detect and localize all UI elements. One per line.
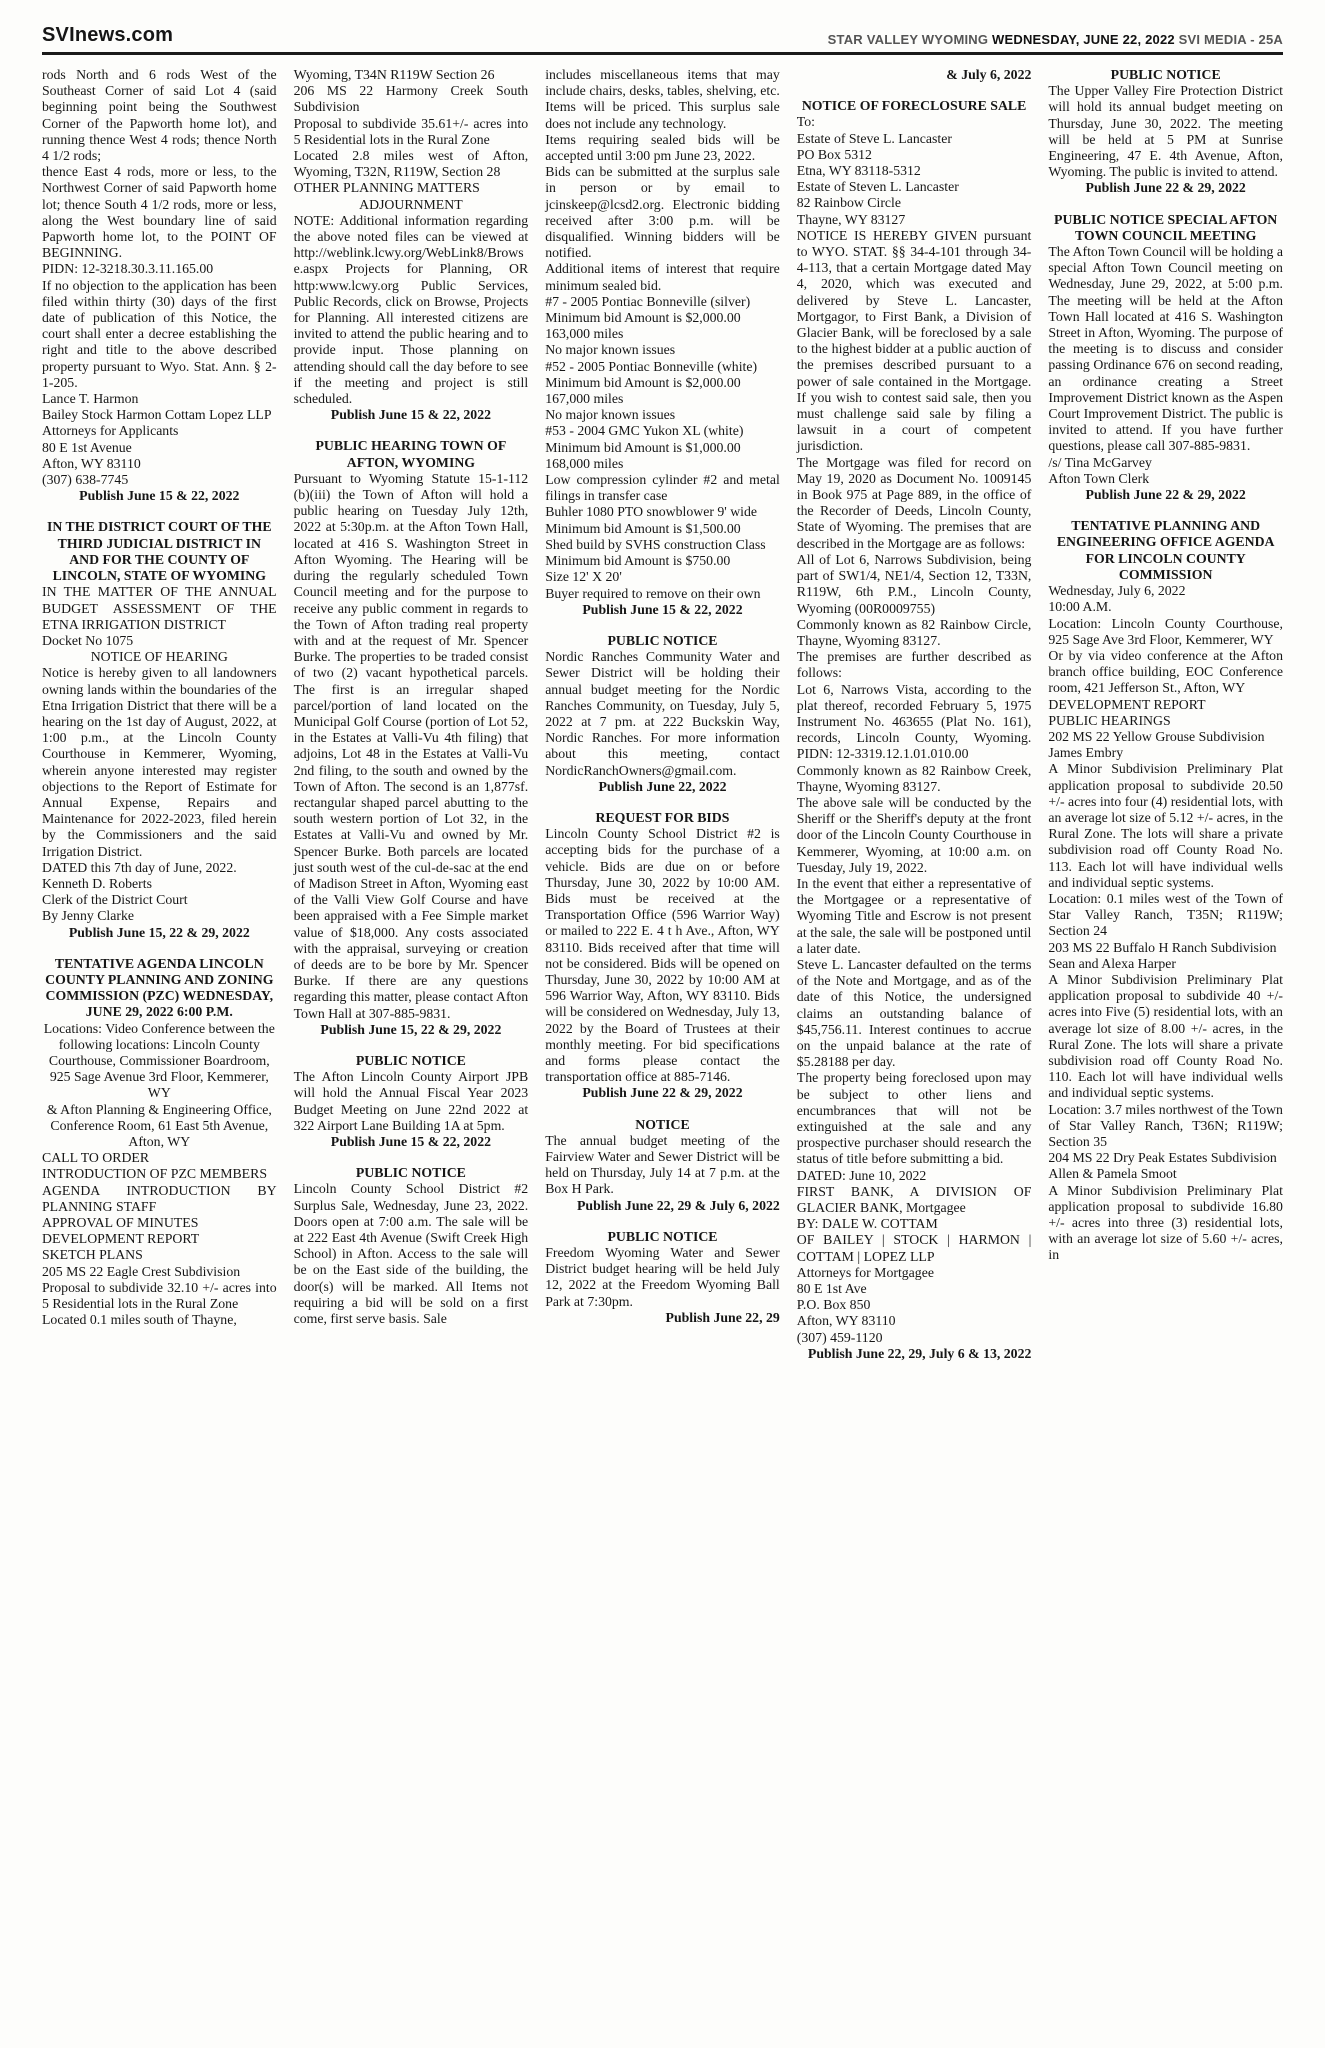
text-block: 204 MS 22 Dry Peak Estates Subdivision	[1048, 1150, 1277, 1166]
text-block: SKETCH PLANS	[42, 1247, 143, 1263]
text-block: 202 MS 22 Yellow Grouse Subdivision	[1048, 728, 1265, 744]
text-block: OF BAILEY | STOCK | HARMON | COTTAM | LOPEZ LLP	[796, 1232, 1032, 1264]
text-block: Location: Lincoln County Courthouse, 925 Sage Ave 3rd Floor, Kemmerer, WY	[1048, 615, 1283, 647]
text-block: No major known issues	[545, 407, 676, 423]
text-block: DATED: June 10, 2022	[796, 1167, 927, 1183]
masthead-date: WEDNESDAY, JUNE 22, 2022	[992, 32, 1175, 47]
text-block: James Embry	[1048, 745, 1124, 761]
text-block: P.O. Box 850	[796, 1297, 871, 1313]
notice-heading: TENTATIVE PLANNING AND ENGINEERING OFFICE AGENDA FOR LINCOLN COUNTY COMMISSION	[1056, 518, 1275, 582]
text-block: #53 - 2004 GMC Yukon XL (white)	[545, 423, 744, 439]
masthead-right	[828, 32, 1283, 47]
text-block: PIDN: 12-3218.30.3.11.165.00	[42, 261, 214, 277]
text-block: Location: 3.7 miles northwest of the Town of Star Valley Ranch, T36N; R119W; Section 35	[1048, 1101, 1283, 1149]
text-block: By Jenny Clarke	[42, 908, 134, 924]
text-block: Location: 0.1 miles west of the Town of Star Valley Ranch, T35N; R119W; Section 24	[1048, 890, 1283, 939]
text-block: #7 - 2005 Pontiac Bonneville (silver)	[545, 293, 751, 309]
text-block: Lot 6, Narrows Vista, according to the plat thereof, recorded February 5, 1975 Instrument No. 463655 (Plat No. 161), records, Lincoln County, Wyoming. PIDN: 12-3319.12.1.01.010.00	[796, 681, 1032, 762]
text-block: thence East 4 rods, more or less, to the Northwest Corner of said Papworth home lot; thence South 4 1/2 rods, more or less, along the West boundary line of said Papworth home lot, to the POINT OF BEGINNING.	[42, 164, 277, 261]
publish-line: Publish June 22, 29	[665, 1309, 780, 1325]
text-block: Proposal to subdivide 32.10 +/- acres into 5 Residential lots in the Rural Zone	[42, 1279, 277, 1312]
text-block: If no objection to the application has been filed within thirty (30) days of the first date of publication of this Notice, the court shall enter a decree establishing the right and title to the above described property pursuant to Wyo. Stat. Ann. § 2-1-205.	[42, 277, 277, 390]
notice-heading: PUBLIC HEARING TOWN OF AFTON, WYOMING	[315, 438, 507, 470]
notice-heading: PUBLIC NOTICE	[355, 1052, 466, 1068]
text-block: Minimum bid Amount is $2,000.00	[545, 310, 741, 326]
text-block: 82 Rainbow Circle	[796, 195, 902, 211]
text-block: INTRODUCTION OF PZC MEMBERS	[42, 1166, 267, 1182]
notice-heading: PUBLIC NOTICE	[355, 1165, 466, 1181]
publish-line: Publish June 15 & 22, 2022	[330, 407, 491, 423]
text-block: Or by via video conference at the Afton branch office building, EOC Conference room, 421 Jefferson St., Afton, WY	[1048, 647, 1283, 696]
text-block: All of Lot 6, Narrows Subdivision, being part of SW1/4, NE1/4, Section 12, T33N, R119W, 6th P.M., Lincoln County, Wyoming (00R0009755)	[796, 551, 1032, 616]
publish-line: Publish June 22, 29, July 6 & 13, 2022	[807, 1345, 1032, 1361]
publish-line: Publish June 22 & 29, 2022	[1085, 487, 1246, 503]
text-block: The premises are further described as follows:	[796, 649, 1032, 681]
text-block: A Minor Subdivision Preliminary Plat application proposal to subdivide 16.80 +/- acres into three (3) residential lots, with an average lot size of 5.60 +/- acres, in	[1048, 1182, 1283, 1263]
text-block: OTHER PLANNING MATTERS	[293, 180, 480, 196]
text-block: Wyoming, T34N R119W Section 26	[293, 67, 495, 82]
text-block: Nordic Ranches Community Water and Sewer District will be holding their annual budget meeting for the Nordic Ranches Community, on Tuesday, July 5, 2022 at 7 pm. at 222 Buckskin Way, Nordic Ranches. For more information about this meeting, contact NordicRanchOwners@gmail.com.	[545, 649, 780, 778]
text-block: Items requiring sealed bids will be accepted until 3:00 pm June 23, 2022.	[545, 131, 780, 164]
notice-heading: PUBLIC NOTICE SPECIAL AFTON TOWN COUNCIL MEETING	[1054, 211, 1278, 243]
notice-heading: NOTICE	[635, 1116, 690, 1132]
column-4	[797, 67, 1032, 1362]
text-block: DATED this 7th day of June, 2022.	[42, 859, 237, 875]
publish-line: & July 6, 2022	[946, 67, 1032, 82]
text-block: No major known issues	[545, 342, 676, 358]
text-block: Buhler 1080 PTO snowblower 9' wide	[545, 504, 758, 520]
text-block: Allen & Pamela Smoot	[1048, 1166, 1177, 1182]
text-block: The Mortgage was filed for record on May 19, 2020 as Document No. 1009145 in Book 975 at Page 889, in the office of the Recorder of Deeds, Lincoln County, State of Wyoming. The premises that are described in the Mortgage are as follows:	[796, 454, 1032, 551]
text-block: Minimum bid Amount is $2,000.00	[545, 374, 741, 390]
text-block: The Afton Lincoln County Airport JPB will hold the Annual Fiscal Year 2023 Budget Meeting on June 22nd 2022 at 322 Airport Lane Building 1A at 5pm.	[293, 1069, 529, 1133]
text-block: Pursuant to Wyoming Statute 15-1-112 (b)(iii) the Town of Afton will hold a public hearing on Tuesday July 12th, 2022 at 5:30p.m. at the Afton Town Hall, located at 416 S. Washington Street in Afton Wyoming. The Hearing will be during the regularly scheduled Town Council meeting and for the purpose to receive any public comment in regards to the Town of Afton trading real property with and at the request of Mr. Spencer Burke. The properties to be traded consist of two (2) vacant hypothetical parcels. The first is an irregular shaped parcel/portion of land located on the Municipal Golf Course (portion of Lot 52, in the Estates at Valli-Vu 4th filing) that adjoins, Lot 48 in the Estates at Valli-Vu 2nd filing, to the south and owned by the Town of Afton. The second is an 1,877sf. rectangular shaped parcel abutting to the south western portion of Lot 32, in the Estates at Valli-Vu and owned by Mr. Spencer Burke. Both parcels are located just south west of the cul-de-sac at the end of Madison Street in Afton, Wyoming east of the Valli View Golf Course and have been appraised with a Fee Simple market value of $18,000. Any costs associated with the appraisal, surveying or creation of deeds are to be bore by Mr. Spencer Burke. If there are any questions regarding this matter, please contact Afton Town Hall at 307-885-9831.	[293, 470, 529, 1021]
text-block: PUBLIC HEARINGS	[1048, 712, 1171, 728]
text-block: Bailey Stock Harmon Cottam Lopez LLP	[42, 407, 272, 423]
text-block: Afton, WY 83110	[796, 1313, 896, 1329]
publish-line: Publish June 15 & 22, 2022	[79, 488, 240, 504]
text-block: rods North and 6 rods West of the Southeast Corner of said Lot 4 (said beginning point being the Southwest Corner of the Papworth home lot), and running thence West 4 rods; thence North 4 1/2 rods;	[42, 67, 277, 164]
notice-heading: PUBLIC NOTICE	[607, 1228, 718, 1244]
text-block: PO Box 5312	[796, 146, 872, 162]
columns	[42, 67, 1283, 1362]
text-block: AGENDA INTRODUCTION BY PLANNING STAFF	[42, 1182, 277, 1214]
publish-line: Publish June 15, 22 & 29, 2022	[320, 1021, 502, 1037]
text-block: 168,000 miles	[545, 455, 624, 471]
text-block: The annual budget meeting of the Fairview Water and Sewer District will be held on Thursday, July 14 at 7 p.m. at the Box H Park.	[545, 1132, 780, 1197]
text-block: APPROVAL OF MINUTES	[42, 1215, 199, 1231]
text-block: (307) 638-7745	[42, 472, 129, 488]
publish-line: Publish June 22, 29 & July 6, 2022	[577, 1197, 780, 1213]
text-block: Lance T. Harmon	[42, 391, 139, 407]
publish-line: Publish June 15 & 22, 2022	[330, 1134, 491, 1149]
text-block: The above sale will be conducted by the Sheriff or the Sheriff's deputy at the front door of the Lincoln County Courthouse in Kemmerer, Wyoming, at 10:00 a.m. on Tuesday, July 19, 2022.	[796, 794, 1032, 875]
text-block: includes miscellaneous items that may include chairs, desks, tables, shelving, etc. Items will be priced. This surplus sale does not include any technology.	[545, 67, 780, 131]
publish-line: Publish June 22, 2022	[598, 778, 727, 794]
text-block: Freedom Wyoming Water and Sewer District budget hearing will be held July 12, 2022 at the Freedom Wyoming Ball Park at 7:30pm.	[545, 1245, 780, 1309]
text-block: 167,000 miles	[545, 391, 624, 407]
text-block: Commonly known as 82 Rainbow Circle, Thayne, Wyoming 83127.	[796, 616, 1032, 648]
text-block: FIRST BANK, A DIVISION OF GLACIER BANK, Mortgagee	[796, 1183, 1032, 1216]
text-block: NOTICE IS HEREBY GIVEN pursuant to WYO. STAT. §§ 34-4-101 through 34-4-113, that a certain Mortgage dated May 4, 2020, which was executed and delivered by Steve L. Lancaster, Mortgagor, to First Bank, a Division of Glacier Bank, will be foreclosed by a sale to the highest bidder at a public auction of the premises described pursuant to a power of sale contained in the Mortgage. If you wish to contest said sale, then you must challenge said sale by filing a lawsuit in a court of competent jurisdiction.	[796, 227, 1032, 454]
column-1	[42, 67, 277, 1362]
text-block: Thayne, WY 83127	[796, 211, 906, 227]
text-block: The property being foreclosed upon may be subject to other liens and encumbrances that will not be extinguished at the sale and any prospective purchaser should research the status of title before submitting a bid.	[796, 1070, 1032, 1167]
text-block: IN THE MATTER OF THE ANNUAL BUDGET ASSESSMENT OF THE ETNA IRRIGATION DISTRICT	[42, 584, 277, 632]
text-block: 203 MS 22 Buffalo H Ranch Subdivision	[1048, 939, 1277, 955]
text-block: Lincoln County School District #2 is accepting bids for the purchase of a vehicle. Bids are due on or before Thursday, June 30, 2022 by 10:00 AM. Bids must be received at the Transportation Office (596 Warrior Way) or mailed to 222 E. 4 t h Ave., Afton, WY 83110. Bids received after that time will not be considered. Bids will be opened on Thursday, June 30, 2022 by 10:00 AM at 596 Warrior Way, Afton, WY 83110. Bids will be considered on Wednesday, July 13, 2022 by the Board of Trustees at their monthly meeting. For bid specifications and forms please contact the transportation office at 885-7146.	[545, 826, 780, 1085]
text-block: Steve L. Lancaster defaulted on the terms of the Note and Mortgage, and as of the date of this Notice, the undersigned claims an outstanding balance of $45,756.11. Interest continues to accrue on the unpaid balance at the rate of $5.28188 per day.	[796, 956, 1032, 1070]
text-block: Sean and Alexa Harper	[1048, 955, 1176, 971]
text-block: Minimum bid Amount is $1,000.00	[545, 439, 741, 455]
text-block: Commonly known as 82 Rainbow Creek, Thayne, Wyoming 83127.	[796, 762, 1032, 794]
text-block: Located 0.1 miles south of Thayne,	[42, 1312, 237, 1328]
text-block: Low compression cylinder #2 and metal filings in transfer case	[545, 472, 780, 504]
masthead-edition: SVI MEDIA - 25A	[1174, 32, 1283, 47]
text-block: To:	[796, 114, 815, 130]
text-block: Proposal to subdivide 35.61+/- acres into 5 Residential lots in the Rural Zone	[293, 115, 529, 147]
text-block: Notice is hereby given to all landowners owning lands within the boundaries of the Etna Irrigation District that there will be a hearing on the 1st day of August, 2022, at 1:00 p.m., at the Lincoln County Courthouse in Kemmerer, Wyoming, wherein anyone interested may register objections to the Report of Estimate for Annual Expense, Repairs and Maintenance for 2022-2023, filed herein by the Commissioners and the said Irrigation District.	[42, 665, 277, 859]
text-block: Shed build by SVHS construction Class	[545, 536, 766, 552]
publish-line: Publish June 22 & 29, 2022	[1085, 180, 1246, 196]
text-block: #52 - 2005 Pontiac Bonneville (white)	[545, 358, 758, 374]
text-block: Size 12' X 20'	[545, 569, 622, 585]
text-block: Bids can be submitted at the surplus sale in person or by email to jcinskeep@lcsd2.org. Electronic bidding received after 3:00 p.m. will be disqualified. Winning bidders will be notified.	[545, 164, 780, 261]
text-block: 80 E 1st Avenue	[42, 439, 132, 455]
text-block: Afton Town Clerk	[1048, 470, 1150, 486]
text-block: A Minor Subdivision Preliminary Plat application proposal to subdivide 20.50 +/- acres into four (4) residential lots, with an average lot size of 5.12 +/- acres, in the Rural Zone. The lots will share a private subdivision road off County Road No. 113. Each lot will have individual wells and individual septic systems.	[1048, 761, 1283, 890]
masthead-location: STAR VALLEY WYOMING	[827, 32, 993, 47]
text-block: 206 MS 22 Harmony Creek South Subdivision	[293, 83, 529, 115]
text-block: 80 E 1st Ave	[796, 1281, 867, 1297]
text-block: A Minor Subdivision Preliminary Plat application proposal to subdivide 40 +/- acres into Five (5) residential lots, with an average lot size of 8.00 +/- acres, in the Rural Zone. The lots will share a private subdivision road off County Road No. 110. Each lot will have individual wells and individual septic systems.	[1048, 971, 1283, 1101]
notice-heading: PUBLIC NOTICE	[607, 632, 718, 648]
text-block: BY: DALE W. COTTAM	[796, 1216, 938, 1232]
text-block: Located 2.8 miles west of Afton, Wyoming, T32N, R119W, Section 28	[293, 148, 529, 180]
centered-line: Locations: Video Conference between the following locations: Lincoln County Courthouse, Commissioner Boardroom, 925 Sage Avenue 3rd Floor, Kemmerer, WY	[43, 1020, 275, 1101]
text-block: 163,000 miles	[545, 326, 624, 342]
text-block: Estate of Steve L. Lancaster	[796, 130, 952, 146]
text-block: Additional items of interest that require minimum sealed bid.	[545, 261, 780, 293]
text-block: Lincoln County School District #2 Surplus Sale, Wednesday, June 23, 2022. Doors open at 7:00 a.m. The sale will be at 222 East 4th Avenue (Swift Creek High School) in Afton. Access to the sale will be on the East side of the building, the door(s) will be marked. All Items not requiring a bid will be sold on a first come, first serve basis. Sale	[293, 1181, 529, 1327]
text-block: Clerk of the District Court	[42, 892, 188, 908]
text-block: DEVELOPMENT REPORT	[42, 1231, 200, 1247]
text-block: In the event that either a representative of the Mortgagee or a representative of Wyoming Title and Escrow is not present at the sale, the sale will be postponed until a later date.	[796, 875, 1032, 956]
text-block: NOTE: Additional information regarding the above noted files can be viewed at http://weblink.lcwy.org/WebLink8/Browse.aspx Projects for Planning, OR http:www.lcwy.org Public Services, Public Records, click on Browse, Projects for Planning. All interested citizens are invited to attend the public hearing and to provide input. Those planning on attending should call the day before to see if the meeting and project is still scheduled.	[293, 212, 529, 407]
column-5	[1048, 67, 1283, 1362]
text-block: Buyer required to remove on their own	[545, 585, 761, 601]
masthead	[42, 24, 1283, 55]
text-block: Estate of Steven L. Lancaster	[796, 179, 959, 195]
centered-line: ADJOURNMENT	[359, 196, 463, 212]
text-block: The Afton Town Council will be holding a special Afton Town Council meeting on Wednesday, June 29, 2022, at 5:00 p.m. The meeting will be held at the Afton Town Hall located at 416 S. Washington Street in Afton, Wyoming. The purpose of the meeting is to discuss and consider passing Ordinance 676 on second reading, an ordinance creating a Street Improvement District known as the Aspen Court Improvement District. The public is invited to attend. If you have further questions, please call 307-885-9831.	[1048, 244, 1283, 454]
notice-heading: TENTATIVE AGENDA LINCOLN COUNTY PLANNING AND ZONING COMMISSION (PZC) WEDNESDAY, JUNE 29, 2022 6:00 P.M.	[45, 955, 274, 1020]
text-block: Wednesday, July 6, 2022	[1048, 583, 1186, 599]
text-block: Afton, WY 83110	[42, 455, 141, 471]
text-block: Attorneys for Mortgagee	[796, 1264, 934, 1280]
notice-heading: IN THE DISTRICT COURT OF THE THIRD JUDICIAL DISTRICT IN AND FOR THE COUNTY OF LINCOLN, STATE OF WYOMING	[47, 519, 272, 584]
text-block: 205 MS 22 Eagle Crest Subdivision	[42, 1263, 241, 1279]
text-block: /s/ Tina McGarvey	[1048, 454, 1152, 470]
text-block: Docket No 1075	[42, 632, 134, 648]
centered-line: & Afton Planning & Engineering Office, Conference Room, 61 East 5th Avenue, Afton, WY	[46, 1101, 272, 1149]
publish-line: Publish June 15, 22 & 29, 2022	[68, 924, 250, 940]
publish-line: Publish June 22 & 29, 2022	[582, 1085, 743, 1101]
text-block: Etna, WY 83118-5312	[796, 163, 921, 179]
column-2	[294, 67, 529, 1362]
text-block: The Upper Valley Fire Protection District will hold its annual budget meeting on Thursday, June 30, 2022. The meeting will be held at 5 PM at Sunrise Engineering, 47 E. 4th Avenue, Afton, Wyoming. The public is invited to attend.	[1048, 83, 1283, 180]
notice-heading: NOTICE OF FORECLOSURE SALE	[801, 98, 1027, 114]
text-block: Minimum bid Amount is $750.00	[545, 553, 731, 569]
site-logo: SVInews.com	[42, 24, 174, 46]
text-block: (307) 459-1120	[796, 1329, 883, 1345]
text-block: DEVELOPMENT REPORT	[1048, 696, 1206, 712]
text-block: Kenneth D. Roberts	[42, 875, 152, 891]
column-3	[545, 67, 780, 1362]
text-block: CALL TO ORDER	[42, 1150, 150, 1166]
notice-heading: PUBLIC NOTICE	[1110, 67, 1221, 82]
notice-heading: REQUEST FOR BIDS	[595, 809, 730, 825]
text-block: Minimum bid Amount is $1,500.00	[545, 520, 741, 536]
centered-line: NOTICE OF HEARING	[90, 649, 228, 665]
text-block: 10:00 A.M.	[1048, 599, 1112, 615]
text-block: Attorneys for Applicants	[42, 423, 179, 439]
publish-line: Publish June 15 & 22, 2022	[582, 601, 743, 617]
